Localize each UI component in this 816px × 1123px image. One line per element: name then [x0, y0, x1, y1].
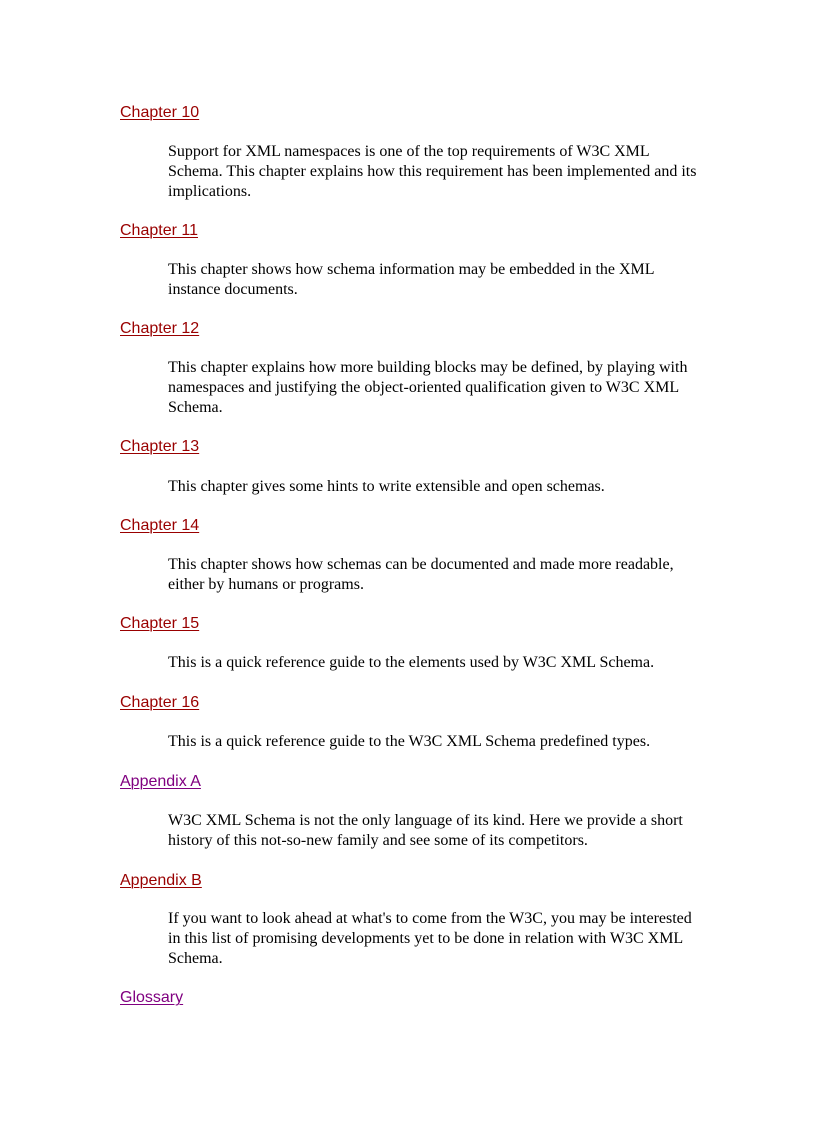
- link-appendix-b[interactable]: Appendix B: [120, 872, 202, 889]
- chapter-14-description: This chapter shows how schemas can be documented and made more readable, either by humans or programs.: [168, 556, 674, 593]
- chapter-15-description: This is a quick reference guide to the elements used by W3C XML Schema.: [168, 654, 655, 671]
- link-chapter-11[interactable]: Chapter 11: [120, 222, 198, 239]
- link-appendix-a[interactable]: Appendix A: [120, 773, 201, 790]
- link-glossary[interactable]: Glossary: [120, 989, 184, 1006]
- appendix-a-description: W3C XML Schema is not the only language of its kind. Here we provide a short history of this not-so-new family and see some of its competitors.: [168, 812, 683, 849]
- link-chapter-12[interactable]: Chapter 12: [120, 320, 200, 337]
- chapter-16-description: This is a quick reference guide to the W3C XML Schema predefined types.: [168, 733, 651, 750]
- appendix-b-description: If you want to look ahead at what's to come from the W3C, you may be interested in this list of promising developments yet to be done in relation with W3C XML Schema.: [168, 910, 692, 967]
- chapter-11-description: This chapter shows how schema information may be embedded in the XML instance documents.: [168, 261, 654, 298]
- link-chapter-13[interactable]: Chapter 13: [120, 438, 200, 455]
- link-chapter-14[interactable]: Chapter 14: [120, 517, 200, 534]
- link-chapter-10[interactable]: Chapter 10: [120, 104, 200, 121]
- link-chapter-15[interactable]: Chapter 15: [120, 615, 200, 632]
- chapter-10-description: Support for XML namespaces is one of the top requirements of W3C XML Schema. This chapter explains how this requirement has been implemented and its implications.: [168, 143, 697, 200]
- chapter-13-description: This chapter gives some hints to write extensible and open schemas.: [168, 478, 605, 495]
- link-chapter-16[interactable]: Chapter 16: [120, 694, 200, 711]
- chapter-12-description: This chapter explains how more building blocks may be defined, by playing with namespaces and justifying the object-oriented qualification given to W3C XML Schema.: [168, 359, 688, 416]
